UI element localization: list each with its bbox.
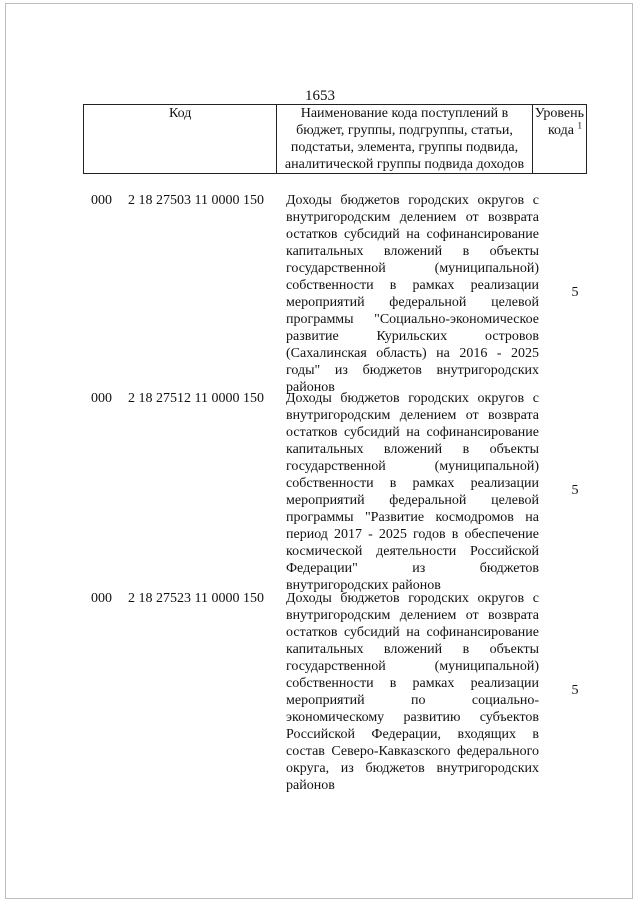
- header-name: Наименование кода поступлений в бюджет, группы, подгруппы, статьи, подстатьи, элемента, группы подвида, аналитической группы подвида доходов: [277, 105, 532, 174]
- row-description: Доходы бюджетов городских округов с внутригородским делением от возврата остатков субсидий на софинансирование капитальных вложений в объекты государственной (муниципальной) собственности в рамках реализации мероприятий федеральной целевой программы "Социально-экономическое развитие Курильских островов (Сахалинская область) на 2016 - 2025 годы" из бюджетов внутригородских районов: [286, 193, 539, 395]
- header-level-footnote: 1: [577, 120, 582, 131]
- row-group-code: 000: [91, 193, 112, 208]
- row-description: Доходы бюджетов городских округов с внутригородским делением от возврата остатков субсидий на софинансирование капитальных вложений в объекты государственной (муниципальной) собственности в рамках реализации мероприятий федеральной целевой программы "Развитие космодромов на период 2017 - 2025 годов в обеспечение космической деятельности Российской Федерации" из бюджетов внутригородских районов: [286, 391, 539, 593]
- row-group-code: 000: [91, 591, 112, 606]
- row-level: 5: [571, 483, 579, 498]
- header-level-line2: [535, 122, 584, 139]
- row-budget-code: 2 18 27503 11 0000 150: [128, 193, 264, 208]
- header-level: [532, 105, 586, 174]
- table-header: [83, 104, 587, 174]
- header-code: Код: [84, 105, 277, 174]
- row-budget-code: 2 18 27512 11 0000 150: [128, 391, 264, 406]
- row-level: 5: [571, 683, 579, 698]
- row-budget-code: 2 18 27523 11 0000 150: [128, 591, 264, 606]
- row-group-code: 000: [91, 391, 112, 406]
- row-level: 5: [571, 285, 579, 300]
- header-level-line1: Уровень: [534, 106, 584, 121]
- page-number: 1653: [305, 88, 335, 104]
- row-description: Доходы бюджетов городских округов с внутригородским делением от возврата остатков субсидий на софинансирование капитальных вложений в объекты государственной (муниципальной) собственности в рамках реализации мероприятий по социально-экономическому развитию субъектов Российской Федерации, входящих в состав Северо-Кавказского федерального округа, из бюджетов внутригородских районов: [286, 591, 539, 793]
- header-level-label: кода: [547, 123, 574, 138]
